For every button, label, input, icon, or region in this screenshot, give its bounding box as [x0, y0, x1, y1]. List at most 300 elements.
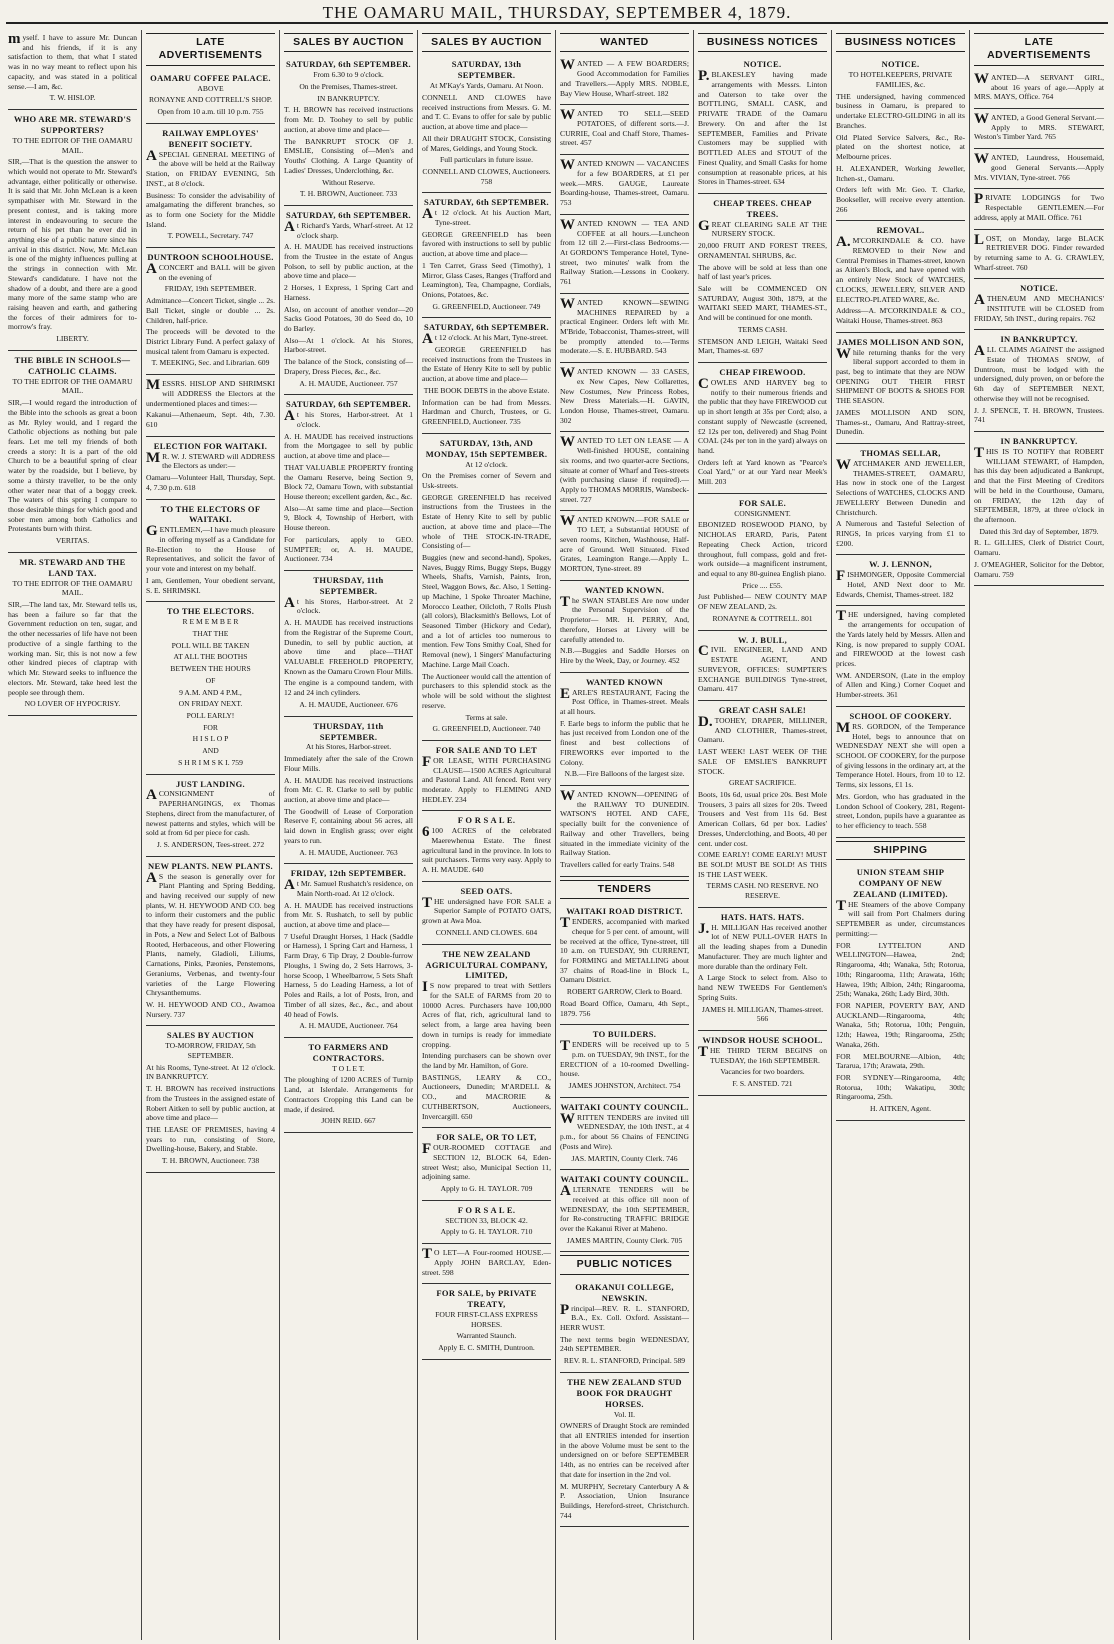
advertisement	[974, 331, 1104, 432]
advertisement-text: The Auctioneer would call the attention of purchasers to this splendid stock as the whole will be sold without the slightest reserve.	[422, 671, 551, 710]
advertisement	[560, 156, 689, 215]
advertisement-text: G. GREENFIELD, Auctioneer. 749	[432, 301, 541, 311]
advertisement-text: Warranted Staunch.	[456, 1331, 517, 1341]
section-heading: LATE ADVERTISEMENTS	[146, 33, 275, 66]
advertisement-title: SATURDAY, 6th SEPTEMBER.	[286, 399, 411, 410]
advertisement-title: SATURDAY, 6th SEPTEMBER.	[286, 59, 411, 70]
advertisement-text: Price .... £55.	[742, 580, 783, 590]
advertisement-text: 2 Horses, 1 Express, 1 Spring Cart and Harness.	[284, 283, 413, 302]
advertisement-text: ATHENÆUM AND MECHANICS' INSTITUTE will be CLOSED from FRIDAY, 5th INST., during repairs. 762	[974, 292, 1104, 323]
advertisement	[974, 280, 1104, 330]
advertisement-text: AS the season is generally over for Plant Planting and Spring Bedding, and having received our supply of new plants, W. H. HEYWOOD AND CO. beg to inform their customers and the public that they have ready for present disposal, in Pots, a New and Select Lot of Balbous Rooted, Herbaceous, and other Flowering Plants, namely, Gladioli, Liliums, Carnations, Pinks, Pæonies, Penstemons, Geraniums, Verbenas, and twenty-four varieties of the Large Flowering Chrysanthemums.	[146, 869, 275, 998]
advertisement-text: Orders left at Yard known as "Pearce's Coal Yard," or at our Yard near Meek's Mill. 203	[698, 457, 827, 487]
advertisement-text: JAMES JOHNSTON, Architect. 754	[568, 1081, 681, 1091]
advertisement-text: At his Stores, Harbor-street. At 2 o'clock.	[284, 594, 413, 616]
advertisement-text: CONNELL AND CLOWES, Auctioneers. 758	[422, 166, 551, 186]
advertisement-title: FOR SALE, OR TO LET,	[436, 1132, 537, 1143]
advertisement-title: F O R S A L E.	[457, 815, 516, 826]
advertisement-text: JAMES MARTIN, County Clerk. 705	[566, 1235, 683, 1245]
advertisement	[146, 438, 275, 500]
advertisement-text: From 6.30 to 9 o'clock.	[313, 70, 384, 80]
column-5	[556, 30, 694, 1640]
section-heading: WANTED	[560, 33, 689, 52]
advertisement-text: TO THE EDITOR OF THE OAMARU MAIL.	[12, 135, 133, 155]
advertisement	[146, 858, 275, 1027]
advertisement-text: 1 Ten Carret, Grass Seed (Timothy), 1 Mirror, Glass Cases, Ranges (Trafford and Leamington), Tea, Champagne, Cordials, Onions, Potatoes, &c.	[422, 260, 551, 299]
advertisement	[422, 742, 551, 811]
advertisement	[560, 56, 689, 105]
advertisement-title: IN BANKRUPTCY.	[1000, 436, 1078, 447]
advertisement-text: WANTED TO LET ON LEASE — A Well-finished HOUSE, containing six rooms, and two quarter-acre Sections, situate at corner of Wharf and Tees-streets (with purchasing clause if required).—Apply to THOMAS MORRIS, Wansbeck-street. 727	[560, 434, 689, 504]
advertisement	[974, 110, 1104, 149]
advertisement-text: Vacancies for two boarders.	[720, 1067, 805, 1077]
advertisement-title: SCHOOL OF COOKERY.	[849, 710, 952, 721]
advertisement-title: NOTICE.	[881, 59, 920, 70]
advertisement	[146, 776, 275, 857]
advertisement-text: BETWEEN THE HOURS	[170, 664, 251, 674]
advertisement-text: T. H. BROWN has received instructions from Mr. D. Toohey to sell by public auction, at above time and place—	[284, 105, 413, 134]
advertisement	[284, 572, 413, 717]
advertisement-text: Intending purchasers can be shown over the land by Mr. Hamilton, of Gore.	[422, 1051, 551, 1070]
advertisement-text: P.BLAKESLEY having made arrangements with Messrs. Linton and Oaterson to take over the BOTTLING, SMALL CASK, and PRIVATE TRADE of the Oamaru Brewery. On and after the 1st SEPTEMBER, Families and Private Customers may be supplied with BOTTLED ALES and STOUT of the Finest Quality, and Small Casks for home consumption at reasonable prices, at his Stores in Thames-street. 634	[698, 68, 827, 187]
advertisement	[422, 1129, 551, 1200]
advertisement-text: WANTED — A FEW BOARDERS; Good Accommodation for Families and Travellers.—Apply MRS. NOBLE, Bay View House, Wharf-street. 182	[560, 57, 689, 98]
advertisement-title: FOR SALE AND TO LET	[435, 744, 538, 755]
advertisement-text: FISHMONGER, Opposite Commercial Hotel, AND Next door to Mr. Edwards, Chemist, Thames-street. 182	[836, 568, 965, 599]
advertisement-text: Open from 10 a.m. till 10 p.m. 755	[157, 107, 264, 117]
advertisement-text: IS now prepared to treat with Settlers for the SALE of FARMS from 20 to 10000 Acres. Purchasers have 100,000 Acres of flat, rich, agricultural land to select from, a large area having been down in turnips is ready for immediate cropping.	[422, 979, 551, 1049]
advertisement-text: Orders left with Mr. Geo. T. Clarke, Bookseller, will receive every attention. 266	[836, 185, 965, 214]
advertisement-text: A. H. MAUDE, Auctioneer. 757	[299, 378, 398, 388]
advertisement-text: FOUR FIRST-CLASS EXPRESS HORSES.	[435, 1310, 538, 1329]
advertisement-text: Principal—REV. R. L. STANFORD, B.A., Ex. Coll. Oxford. Assistant—HERR WUST.	[560, 1301, 689, 1333]
advertisement-text: Buggies (new and second-hand), Spokes, Naves, Buggy Rims, Buggy Steps, Buggy Wheels, Shafts, Varnish, Paints, Iron, Steel, Waggon Bows, &c. Also, 1 Setting-up Machine, 1 Spoke Throater Machine, Morocco Leather, Oilcloth, 7 Rolls Plush (all colors), Blacksmith's Bellows, Lot of Seasoned Timber (Hickory and Cedar), and a lot of articles too numerous to mention. Few Tons Smithy Coal, Shed for Removal (new), 1 Singers' Manufacturing Machine. Large Mail Coach.	[422, 553, 551, 669]
advertisement-text: Vol. II.	[613, 1409, 636, 1419]
advertisement-text: REV. R. L. STANFORD, Principal. 589	[563, 1356, 686, 1366]
advertisement-text: GEORGE GREENFIELD has received instructions from the Trustees in the Estate of Henry Kite to sell by public auction, at above time and place—The whole of THE STOCK-IN-TRADE, Consisting of—	[422, 492, 551, 551]
advertisement-text: A. H. MAUDE, Auctioneer. 763	[299, 847, 398, 857]
section-heading: BUSINESS NOTICES	[836, 33, 965, 52]
advertisement-text: LOST, on Monday, large BLACK RETRIEVER DOG. Finder rewarded by returning same to A. G. CRAWLEY, Wharf-street. 760	[974, 231, 1104, 272]
advertisement-text: ALTERNATE TENDERS will be received at this office till noon of WEDNESDAY, the 10th SEPTEMBER, for Re-constructing TRAFFIC BRIDGE over the Kakanui River at Maheno.	[560, 1183, 689, 1233]
advertisement-title: TO THE ELECTORS.	[166, 606, 255, 617]
advertisement-text: TO LET—A Four-roomed HOUSE.—Apply JOHN BARCLAY, Eden-street. 598	[422, 1246, 551, 1277]
advertisement-title: THOMAS SELLAR,	[860, 448, 941, 459]
advertisement-text: Travellers called for early Trains. 548	[560, 860, 675, 870]
advertisement	[560, 1374, 689, 1528]
advertisement-text: A Numerous and Tasteful Selection of RINGS, In prices varying from £1 to £200.	[836, 519, 965, 548]
advertisement-text: Terms at sale.	[465, 712, 508, 722]
masthead-rule	[6, 22, 1108, 24]
advertisement	[560, 512, 689, 580]
advertisement	[422, 194, 551, 318]
advertisement-title: WAITAKI COUNTY COUNCIL.	[560, 1101, 689, 1112]
advertisement	[560, 582, 689, 673]
advertisement-text: TO THE EDITOR OF THE OAMARU MAIL.	[12, 376, 133, 396]
advertisement	[698, 1032, 827, 1096]
advertisement-text: THE undersigned, having completed the arrangements for occupation of the Yards lately held by Messrs. Allen and King, is now prepared to supply COAL and FIREWOOD at the lowest cash prices.	[836, 608, 965, 669]
advertisement-title: SEED OATS.	[460, 885, 513, 896]
advertisement-text: WANTED KNOWN — TEA AND COFFEE at all hours.—Luncheon from 12 till 2.—First-class Bedrooms.—At GORDON'S Temperance Hotel, Tyne-street, two minutes' walk from the Railway Station.—Lessons in Cookery. 761	[560, 216, 689, 287]
advertisement-text: The next terms begin WEDNESDAY, 24th SEPTEMBER.	[560, 1334, 689, 1354]
advertisement-title: CHEAP TREES. CHEAP TREES.	[713, 197, 812, 219]
advertisement	[422, 1285, 551, 1360]
advertisement-title: SATURDAY, 6th SEPTEMBER.	[424, 197, 549, 208]
advertisement	[698, 364, 827, 494]
advertisement-text: Old Plated Service Salvers, &c., Re-plated on the shortest notice, at Melbourne prices.	[836, 132, 965, 162]
advertisement-text: GENTLEMEN,—I have much pleasure in offering myself as a Candidate for Re-Election to the House of Representatives, and solicit the favor of your vote and interest on my behalf.	[146, 523, 275, 574]
advertisement-text: Mrs. Gordon, who has graduated in the London School of Cookery, 281, Regent-street, London, pupils have a guarantee as to her efficiency to teach. 558	[836, 791, 965, 830]
advertisement-text: Immediately after the sale of the Crown Flour Mills.	[284, 754, 413, 773]
advertisement-text: At his Stores, Harbor-street.	[305, 742, 392, 752]
advertisement-text: TO THE EDITOR OF THE OAMARU MAIL.	[12, 578, 133, 598]
advertisement-text: ALL CLAIMS AGAINST the assigned Estate of THOMAS SNOW, of Duntroon, must be lodged with the undersigned, duly proven, on or before the 6th day of SEPTEMBER NEXT, otherwise they will not be recognised.	[974, 343, 1104, 403]
advertisement-text: VERITAS.	[55, 536, 90, 546]
advertisement-text: IN BANKRUPTCY.	[317, 93, 380, 103]
advertisement-text: EBONIZED ROSEWOOD PIANO, by NICHOLAS ERARD, Paris, Patent Repeating Check Action, tricord throughout, full compass, gold and fret-work outside—a magnificent instrument, and equal to any 80-guinea English piano.	[698, 520, 827, 578]
advertisement	[698, 909, 827, 1031]
advertisement-text: A Large Stock to select from. Also to hand NEW TWEEDS For Gentlemen's Spring Suits.	[698, 973, 827, 1002]
advertisement	[284, 56, 413, 206]
advertisement-title: W. J. LENNON,	[869, 559, 932, 570]
advertisement-text: T. H. BROWN, Auctioneer. 733	[299, 189, 398, 199]
column-1	[4, 30, 142, 1640]
advertisement-text: J. J. SPENCE, T. H. BROWN, Trustees. 741	[974, 405, 1104, 425]
advertisement-title: TO BUILDERS.	[592, 1029, 657, 1040]
advertisement	[284, 207, 413, 395]
advertisement	[284, 1039, 413, 1133]
advertisement-text: J. S. ANDERSON, Tees-street. 272	[156, 840, 265, 849]
advertisement	[560, 674, 689, 786]
advertisement-text: The SWAN STABLES Are now under the Personal Supervision of the Proprietor— MR. H. PERRY, And, therefore, Horses at Livery will be carefully attended to.	[560, 593, 689, 644]
section-heading: SHIPPING	[836, 841, 965, 860]
advertisement	[8, 554, 137, 716]
advertisement	[284, 396, 413, 571]
advertisement-title: OAMARU COFFEE PALACE.	[150, 72, 271, 83]
advertisement-title: WHO ARE MR. STEWARD'S SUPPORTERS?	[13, 114, 132, 135]
advertisement-text: LIBERTY.	[56, 334, 89, 344]
advertisement-title: THE NEW ZEALAND AGRICULTURAL COMPANY, LIMITED,	[425, 948, 548, 981]
advertisement	[974, 190, 1104, 229]
advertisement-text: At his Stores, Harbor-street. At 1 o'clock.	[284, 408, 413, 429]
advertisement-title: F O R S A L E.	[457, 1204, 516, 1215]
advertisement-text: EARLE'S RESTAURANT, Facing the Post Office, in Thames-street. Meals at all hours.	[560, 685, 689, 716]
advertisement-title: WANTED KNOWN	[585, 676, 664, 687]
advertisement	[284, 718, 413, 865]
advertisement-text: 9 A.M. AND 4 P.M.,	[179, 687, 242, 697]
advertisement-text: ABOVE	[197, 83, 224, 93]
advertisement-text: THE BOOK DEBTS in the above Estate.	[423, 385, 550, 395]
advertisement-text: TO-MORROW, FRIDAY, 5th SEPTEMBER.	[165, 1041, 256, 1060]
advertisement	[974, 433, 1104, 586]
advertisement-text: At M'Kay's Yards, Oamaru. At Noon.	[429, 81, 544, 91]
column-7	[832, 30, 970, 1640]
advertisement-text: Also—At 1 o'clock. At his Stores, Harbor-street.	[284, 335, 413, 355]
advertisement-text: Apply to G. H. TAYLOR. 709	[440, 1184, 533, 1194]
advertisement	[422, 946, 551, 1129]
advertisement	[284, 865, 413, 1038]
advertisement-text: Full particulars in future issue.	[439, 155, 533, 165]
advertisement-text: Sale will be COMMENCED ON SATURDAY, August 30th, 1879, at the WAITAKI SEED MART, THAMES-ST., And will be continued for one month.	[698, 284, 827, 323]
column-4	[418, 30, 556, 1640]
advertisement-text: R E M E M B E R	[182, 617, 239, 627]
advertisement-text: COWLES AND HARVEY beg to notify to their numerous friends and the public that they have FIREWOOD cut up in short length at 35s per Cord; also, a constant supply of Newcastle (screened, £2 12s per ton, delivered) and Shag Point COAL (24s per ton in the yard) always on hand.	[698, 375, 827, 455]
masthead-title: THE OAMARU MAIL, THURSDAY, SEPTEMBER 4, 1879.	[322, 3, 792, 22]
advertisement-text: 6100 ACRES of the celebrated Maerewhenua Estate. The finest agricultural land in the province. In lots to suit purchasers. Terms very easy. Apply to A. H. MAUDE. 640	[422, 824, 551, 875]
advertisement-title: IN BANKRUPTCY.	[1000, 334, 1078, 345]
advertisement-title: THE BIBLE IN SCHOOLS—CATHOLIC CLAIMS.	[14, 354, 131, 376]
advertisement-title: FOR SALE, by PRIVATE TREATY,	[436, 1288, 537, 1310]
advertisement-text: FOR	[203, 722, 218, 732]
advertisement-text: On the Premises corner of Severn and Usk-streets.	[422, 471, 551, 490]
advertisement	[974, 231, 1104, 280]
advertisement-text: Also, on account of another vendor—20 Sacks Good Potatoes, 30 do Seed do, 10 do Barley.	[284, 304, 413, 333]
advertisement-text: THE undersigned, having commenced business in Oamaru, is prepared to undertake ELECTRO-GILDING in all its Branches.	[836, 91, 965, 130]
advertisement-text: STEMSON AND LEIGH, Waitaki Seed Mart, Thames-st. 697	[698, 336, 827, 356]
advertisement-text: FRIDAY, 19th SEPTEMBER.	[164, 284, 257, 294]
advertisement-text: Just Published— NEW COUNTY MAP OF NEW ZEALAND, 2s.	[698, 592, 827, 612]
advertisement-text: S H R I M S K I. 759	[178, 757, 243, 767]
advertisement-text: NO LOVER OF HYPOCRISY.	[24, 699, 121, 709]
advertisement-text: A. H. MAUDE has received instructions from the Trustee in the estate of Angus Polson, to sell by public auction, at the above time and place—	[284, 242, 413, 281]
advertisement-text: Address—A. M'CORKINDALE & CO., Waitaki House, Thames-street. 863	[836, 306, 965, 325]
advertisement	[836, 445, 965, 555]
advertisement-text: POLL WILL BE TAKEN	[171, 640, 250, 650]
advertisement-text: H. AITKEN, Agent.	[870, 1104, 931, 1114]
advertisement-text: MESSRS. HISLOP AND SHRIMSKI will ADDRESS the Electors at the undermentioned places and times:—	[146, 377, 275, 408]
advertisement	[560, 1279, 689, 1373]
section-heading: SALES BY AUCTION	[422, 33, 551, 52]
advertisement-text: The engine is a compound tandem, with 12 and 24 inch cylinders.	[284, 678, 413, 698]
advertisement-title: NOTICE.	[1020, 283, 1058, 294]
advertisement-text: Business: To consider the advisability of amalgamating the different branches, so as to form one Society for the Middle Island.	[146, 190, 275, 229]
advertisement-text: The proceeds will be devoted to the District Library Fund. A perfect galaxy of musical talent from Oamaru is expected.	[146, 327, 275, 356]
advertisement-title: MR. STEWARD AND THE LAND TAX.	[19, 556, 126, 578]
advertisement-title: WAITAKI COUNTY COUNCIL.	[560, 1174, 689, 1185]
advertisement	[560, 787, 689, 877]
advertisement-text: AND	[202, 746, 219, 756]
advertisement	[560, 903, 689, 1025]
advertisement-title: THURSDAY, 11th SEPTEMBER.	[313, 720, 384, 742]
advertisement-text: FOR LYTTELTON AND WELLINGTON—Hawea, 2nd; Ringarooma, 4th; Wanaka, 5th; Rotorua, 10th; Ringarooma, 11th; Arawata, 16th; Hawea, 19th; Albion, 24th; Ringarooma, 25th; Wanaka, 26th; Lady Bird, 30th.	[836, 940, 965, 999]
advertisement-title: TO THE ELECTORS OF WAITAKI.	[160, 503, 261, 525]
advertisement-text: Kakanui—Athenaeum, Sept. 4th, 7.30. 610	[146, 410, 275, 430]
advertisement-text: JAMES H. MILLIGAN, Thames-street. 566	[701, 1004, 824, 1024]
column-6	[694, 30, 832, 1640]
advertisement-text: M. MURPHY, Secretary Canterbury A & P. Association, Union Insurance Buildings, Hereford-street, Christchurch. 744	[560, 1481, 689, 1520]
advertisement-text: Information can be had from Messrs. Hardman and Church, Trustees, or G. GREENFIELD, Auctioneer. 735	[422, 397, 551, 427]
section-heading: TENDERS	[560, 880, 689, 899]
advertisement	[836, 222, 965, 332]
advertisement-text: CONNELL AND CLOWES. 604	[435, 927, 538, 937]
advertisement-text: N.B.—Fire Balloons of the largest size.	[564, 769, 685, 779]
advertisement-text: GEORGE GREENFIELD has received instructions from the Trustees in the Estate of Henry Kite to sell by public auction, at above time and place—	[422, 345, 551, 384]
advertisement-text: CIVIL ENGINEER, LAND AND ESTATE AGENT, AND SURVEYOR, OFFICES: SUMPTER'S EXCHANGE BUILDINGS Tyne-street, Oamaru. 417	[698, 643, 827, 694]
advertisement-text: All their DRAUGHT STOCK, Consisting of Mares, Geldings, and Young Stock.	[422, 133, 551, 153]
advertisement-text: A. H. MAUDE, Auctioneer. 676	[299, 699, 398, 709]
advertisement-text: Oamaru—Volunteer Hall, Thursday, Sept. 4, 7.30 p.m. 618	[146, 473, 275, 492]
advertisement-text: T. H. BROWN has received instructions from the Trustees in the assigned estate of Robert Aitken to sell by public auction, at above time and place—	[146, 1084, 275, 1123]
column-2	[142, 30, 280, 1640]
advertisement-text: A. H. MAUDE has received instructions from Mr. C. R. Clarke to sell by public auction, at above time and place—	[284, 775, 413, 804]
advertisement-text: J. O'MEAGHER, Solicitor for the Debtor, Oamaru. 759	[974, 559, 1104, 579]
advertisement	[8, 30, 137, 110]
advertisement-text: WANTED TO SELL—SEED POTATOES, of different sorts.—J. CURRIE, Coal and Chaff Store, Thames-street. 457	[560, 107, 689, 148]
advertisement-title: JUST LANDING.	[176, 778, 245, 789]
advertisement-title: THE NEW ZEALAND STUD BOOK FOR DRAUGHT HORSES.	[567, 1376, 682, 1409]
advertisement-text: WANTED, Laundress, Housemaid, good General Servants.—Apply Mrs. VIVIAN, Tyne-street. 766	[974, 151, 1104, 182]
advertisement-title: SATURDAY, 6th SEPTEMBER.	[424, 322, 549, 333]
advertisement-text: The balance of the Stock, consisting of—Drapery, Dress Pieces, &c., &c.	[284, 357, 413, 376]
advertisement-text: WRITTEN TENDERS are invited till WEDNESDAY, the 10th INST., at 4 p.m., for about 56 Chains of FENCING (Posts and Wire).	[560, 1110, 689, 1151]
advertisement-text: COME EARLY! COME EARLY! MUST BE SOLD! MUST BE SOLD! AS THIS IS THE LAST WEEK.	[698, 850, 827, 879]
advertisement	[422, 883, 551, 945]
advertisement-text: RONAYNE AND COTTRELL'S SHOP.	[148, 95, 273, 105]
advertisement	[836, 56, 965, 221]
advertisement	[698, 702, 827, 908]
advertisement-title: SATURDAY, 13th, AND MONDAY, 15th SEPTEMBER.	[425, 437, 548, 459]
advertisement	[560, 216, 689, 294]
advertisement	[8, 111, 137, 351]
advertisement	[698, 495, 827, 631]
advertisement	[146, 125, 275, 248]
advertisement-text: R. L. GILLIES, Clerk of District Court, Oamaru.	[974, 538, 1104, 558]
advertisement-text: FOR MELBOURNE—Albion, 4th; Tararua, 17th; Arawata, 29th.	[836, 1051, 965, 1071]
advertisement-title: NOTICE.	[743, 59, 782, 70]
advertisement-text: PRIVATE LODGINGS for Two Respectable GENTLEMEN.—For address, apply at MAIL Office. 761	[974, 191, 1104, 222]
advertisement-text: H I S L O P	[192, 734, 229, 744]
advertisement-title: UNION STEAM SHIP COMPANY OF NEW ZEALAND (LIMITED).	[853, 867, 948, 899]
advertisement	[560, 106, 689, 155]
advertisement-text: SIR,—That is the question the answer to which would not operate to Mr. Steward's advantage, either politically or otherwise. It is said that Mr. John McLean is a keen sympathiser with Mr. Steward in the present contest, and is taking more interest in endeavouring to secure the return of his pet than he ever did in anything else of a public nature since his arrival in this district. Now, Mr. McLean is one of the mighty influences pulling at the strings in connection with Mr. Steward's candidature. I have not the shadow of a doubt, and there are a good many more of the same stamp who are raising heaven and earth, and gathering the forces of their admirers for to-morrow's fray.	[8, 157, 137, 332]
advertisement-text: Apply to G. H. TAYLOR. 710	[440, 1227, 533, 1237]
advertisement-text: Apply E. C. SMITH, Duntroon.	[438, 1343, 535, 1353]
advertisement-text: SECTION 33, BLOCK 42.	[445, 1215, 528, 1225]
advertisement-text: On the Premises, Thames-street.	[299, 82, 398, 92]
advertisement-text: TERMS CASH.	[737, 324, 788, 334]
advertisement	[422, 812, 551, 881]
advertisement-text: ROBERT GARROW, Clerk to Board.	[566, 987, 683, 997]
advertisement-text: F. S. ANSTED. 721	[732, 1078, 793, 1088]
advertisement-text: FOUR-ROOMED COTTAGE and SECTION 12, BLOCK 64, Eden-street West; also, Municipal Section 11, adjoining same.	[422, 1141, 551, 1182]
advertisement-text: Also—At same time and place—Section 9, Block 4, Township of Herbert, with House thereon.	[284, 503, 413, 533]
advertisement-text: Admittance—Concert Ticket, single ... 2s. Ball Ticket, single or double ... 2s. Children, half-price.	[146, 296, 275, 325]
advertisement-text: ACONSIGNMENT of PAPERHANGINGS, ex Thomas Stephens, direct from the manufacturer, of newest patterns and styles, which will be sold at from 6d per piece for cash.	[146, 787, 275, 838]
advertisement	[422, 435, 551, 741]
advertisement	[146, 376, 275, 437]
advertisement	[146, 249, 275, 375]
advertisement-text: JOHN REID. 667	[321, 1116, 376, 1126]
advertisement-title: SATURDAY, 6th SEPTEMBER.	[286, 209, 411, 220]
advertisement	[422, 56, 551, 193]
advertisement	[836, 607, 965, 706]
advertisement-text: THE LEASE OF PREMISES, having 4 years to run, consisting of Store, Dwelling-house, Bakery, and Stable.	[146, 1125, 275, 1154]
advertisement	[422, 1202, 551, 1244]
advertisement-text: At Mr. Samuel Rushatch's residence, on Main North-road. At 12 o'clock.	[284, 877, 413, 898]
advertisement-text: Boots, 10s 6d, usual price 20s. Best Mole Trousers, 3 pairs all sizes for 20s. Tweed Trousers and Vest from 11s 6d. Best American Collars, 6d per box. Ladies' Dresses, Underclothing, and Boots, 40 per cent. under cost.	[698, 789, 827, 848]
advertisement-text: WM. ANDERSON, (Late in the employ of Allen and King.) Corner Coquet and Humber-streets. 361	[836, 670, 965, 700]
section-heading: SALES BY AUCTION	[284, 33, 413, 52]
advertisement-text: While returning thanks for the very liberal support accorded to them in past, beg to intimate that they are NOW OPENING OUT THEIR FIRST SHIPMENT OF BOOTS & SHOES FOR THE SEASON.	[836, 345, 965, 406]
advertisement-title: WINDSOR HOUSE SCHOOL.	[702, 1034, 823, 1045]
advertisement-text: SIR,—The land tax, Mr. Steward tells us, has been a failure so far that the Government reduction on ten, sugar, and the other necessaries of life have not been productive of a single farthing to the working man. Sir, this is not now a few other kindred pieces of claptrap with which Mr. Steward seeks to influence the electors. Mr. Steward, take heed lest the people see through them.	[8, 600, 137, 697]
advertisement-text: THE THIRD TERM BEGINS on TUESDAY, the 16th SEPTEMBER.	[698, 1043, 827, 1065]
advertisement-text: WATCHMAKER AND JEWELLER, THAMES-STREET, OAMARU, Has now in stock one of the Largest Selections of WATCHES, CLOCKS AND JEWELLERY Between Dunedin and Christchurch.	[836, 456, 965, 517]
advertisement-text: At 12 o'clock. At his Auction Mart, Tyne-street.	[422, 206, 551, 227]
advertisement-text: WANTED KNOWN — 33 CASES, ex New Capes, New Collarettes, New Costumes, New Princess Robes, New Dress Materials.—H. GAVIN, London House, Thames-street, Oamaru. 302	[560, 365, 689, 425]
advertisement-text: F. Earle begs to inform the public that he has just received from London one of the finest and best collections of FIREWORKS ever imported to the Colony.	[560, 718, 689, 767]
advertisement-text: CONSIGNMENT.	[734, 508, 791, 518]
advertisement	[560, 1171, 689, 1252]
advertisement-text: For particulars, apply to GEO. SUMPTER; or, A. H. MAUDE, Auctioneer. 734	[284, 534, 413, 564]
advertisement	[422, 1245, 551, 1284]
advertisement	[146, 70, 275, 124]
advertisement-text: POLL EARLY!	[186, 710, 235, 720]
advertisement-text: WANTED—A SERVANT GIRL, about 16 years of age.—Apply at MRS. MAYS, Office. 764	[974, 70, 1104, 102]
advertisement-title: DUNTROON SCHOOLHOUSE.	[147, 252, 274, 263]
advertisement-text: Road Board Office, Oamaru, 4th Sept., 1879. 756	[560, 998, 689, 1018]
advertisement-text: WANTED KNOWN—OPENING of the RAILWAY TO DUNEDIN. WATSON'S HOTEL AND CAFE, specially built for the convenience of Railway and other Travellers, being situated in the immediate vicinity of the Railway Station.	[560, 788, 689, 858]
advertisement-text: T. MEEKING, Sec. and Librarian. 609	[151, 358, 270, 368]
advertisement-text: T O L E T.	[332, 1063, 365, 1073]
advertisement-text: ACONCERT and BALL will be given on the evening of	[146, 261, 275, 282]
advertisement-text: GREAT SACRIFICE.	[729, 778, 796, 788]
advertisement-text: OF	[205, 675, 216, 685]
advertisement-title: FOR SALE.	[738, 497, 787, 508]
advertisement	[560, 295, 689, 363]
advertisement-text: TENDERS will be received up to 5 p.m. on TUESDAY, 9th INST., for the ERECTION of a 10-roomed Dwelling-house.	[560, 1038, 689, 1079]
advertisement-title: ELECTION FOR WAITAKI.	[153, 440, 268, 451]
advertisement-text: At his Rooms, Tyne-street. At 12 o'clock. IN BANKRUPTCY.	[146, 1062, 275, 1082]
advertisement-text: SIR,—I would regard the introduction of the Bible into the schools as great a boon as Mr. Ryley would, and I regard the Catholic objections as nothing but pale fears. Let me tell my friends of both creeds a story: It is a part of the old Church to be a beautiful spring of clear water by the roadside, but I believe, by some a thirsty traveller, to be the only other water near that of a boggy creek. The waters of this spring I compare to those desirable things for which good and sober men among both Catholics and Protestants burn with thirst.	[8, 398, 137, 534]
advertisement-text: GREAT CLEARING SALE AT THE NURSERY STOCK.	[698, 217, 827, 239]
advertisement-title: NEW PLANTS. NEW PLANTS.	[148, 860, 273, 871]
advertisement-text: TO HOTELKEEPERS, PRIVATE FAMILIES, &c.	[848, 70, 953, 90]
advertisement-text: A. H. MAUDE has received instructions from the Registrar of the Supreme Court, Dunedin, to sell by public auction, at above time and place—THAT VALUABLE FREEHOLD PROPERTY, Known as the Oamaru Crown Flour Mills.	[284, 618, 413, 676]
advertisement-title: RAILWAY EMPLOYES' BENEFIT SOCIETY.	[162, 127, 259, 149]
advertisement-text: A. H. MAUDE has received instructions from Mr. S. Rushatch, to sell by public auction, at above time and place—	[284, 900, 413, 930]
advertisement-text: At 12 o'clock.	[465, 459, 508, 469]
advertisement-text: THAT THE	[192, 628, 229, 638]
advertisement-title: SATURDAY, 13th SEPTEMBER.	[451, 59, 522, 81]
advertisement-text: The BANKRUPT STOCK OF J. EMSLIE, Consisting of—Men's and Youths' Clothing. A Large Quantity of Ladies' Dresses, Underclothing, &c.	[284, 136, 413, 175]
advertisement-text: A. H. MAUDE has received instructions from the Mortgagee to sell by public auction, at above time and place—	[284, 431, 413, 461]
advertisement-text: THE undersigned have FOR SALE a Superior Sample of POTATO OATS, grown at Awa Moa.	[422, 894, 551, 926]
advertisement-text: The Goodwill of Lease of Corporation Reserve F, containing about 56 acres, all laid down in English grass; over eight years to run.	[284, 806, 413, 845]
advertisement	[146, 501, 275, 603]
advertisement	[836, 334, 965, 444]
advertisement-text: ON FRIDAY NEXT.	[178, 699, 243, 709]
advertisement-title: HATS. HATS. HATS.	[720, 911, 805, 922]
advertisement-text: TERMS CASH. NO RESERVE. NO RESERVE.	[706, 881, 819, 901]
advertisement-text: G. GREENFIELD, Auctioneer. 740	[432, 724, 541, 734]
advertisement-title: WANTED KNOWN.	[584, 584, 665, 595]
advertisement-text: At 12 o'clock. At his Mart, Tyne-street.	[422, 331, 548, 348]
section-heading: LATE ADVERTISEMENTS	[974, 33, 1104, 66]
advertisement-text: WANTED KNOWN — VACANCIES for a few BOARDERS, at £1 per week.—MRS. GAUGE, Laureate Boarding-house, Thames-street, Oamaru. 753	[560, 157, 689, 208]
advertisement-title: SALES BY AUCTION	[166, 1030, 255, 1041]
advertisement-text: Dated this 3rd day of September, 1879.	[979, 526, 1099, 536]
advertisement-text: I am, Gentlemen, Your obedient servant, S. E. SHRIMSKI.	[146, 575, 275, 595]
advertisement-text: 7 Useful Draught Horses, 1 Hack (Saddle or Harness), 1 Spring Cart and Harness, 1 Farm Dray, 6 Tip Dray, 2 Double-furrow Ploughs, 1 Swing do, 2 Sets Harrows, 3-horse Scoop, 1 Wheelbarrow, 5 Sets Shaft Harness, 5 do Leading Harness, a lot of Poles and Rails, a lot of Posts, Iron, and Timber of all sizes, &c., &c., and about 40 head of Fowls.	[284, 931, 413, 1019]
advertisement-title: W. J. BULL,	[737, 634, 788, 645]
advertisement-text: WANTED KNOWN—SEWING MACHINES REPAIRED by a practical Engineer. Orders left with Mr. M'Bride, Tobacconist, Thames-street, will be promptly attended to.—Terms moderate.—S. E. HUBBARD. 543	[560, 295, 689, 356]
page-columns	[4, 30, 1110, 1640]
advertisement	[974, 70, 1104, 109]
advertisement-text: A. H. MAUDE, Auctioneer. 764	[299, 1021, 398, 1031]
advertisement	[146, 603, 275, 774]
advertisement-text: 20,000 FRUIT AND FOREST TREES, ORNAMENTAL SHRUBS, &c.	[698, 241, 827, 260]
